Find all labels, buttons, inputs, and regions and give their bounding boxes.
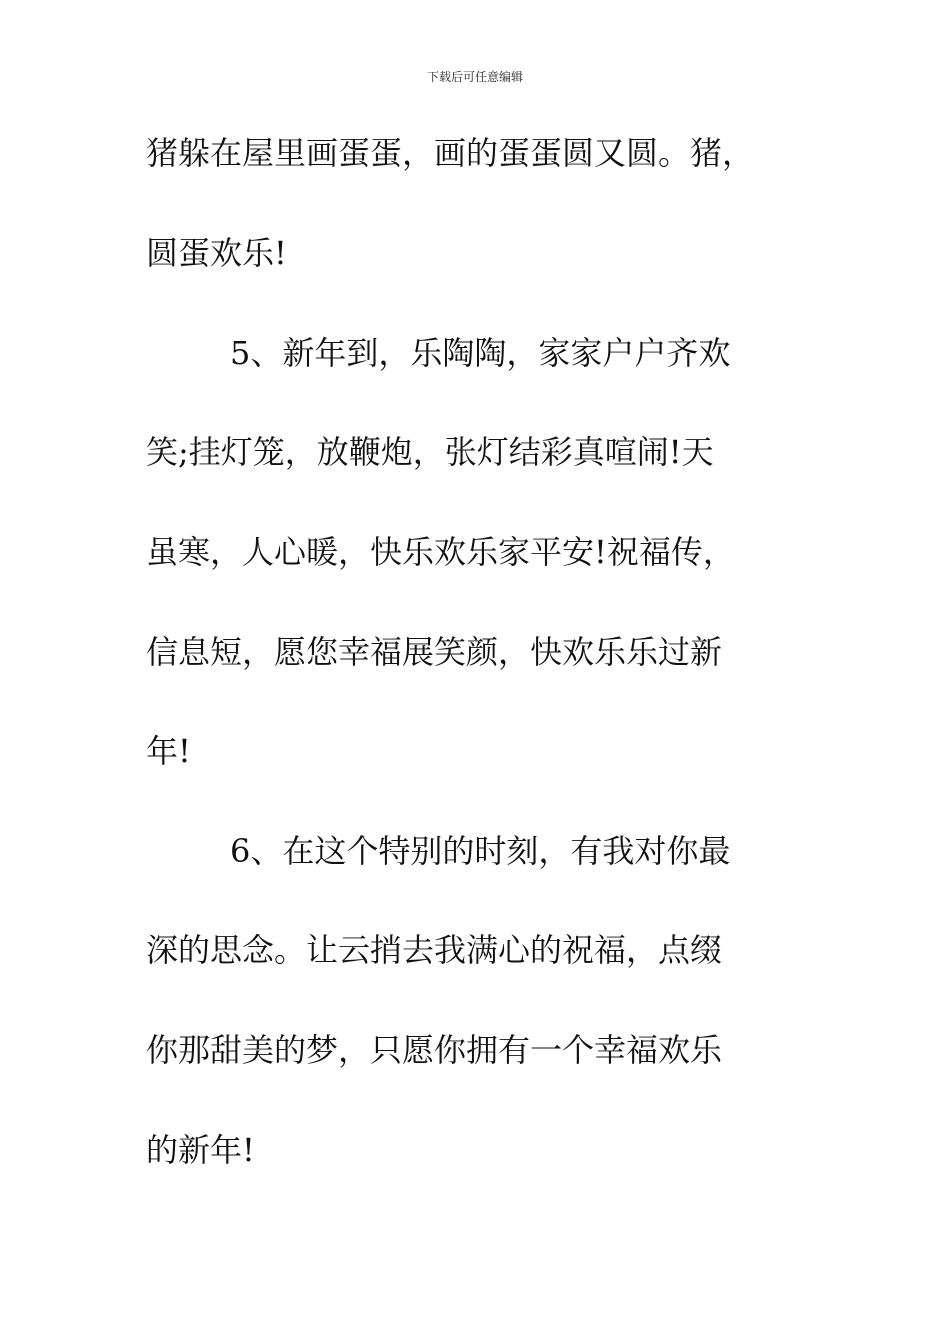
text-line-5: 虽寒，人心暖，快乐欢乐家平安!祝福传， bbox=[146, 533, 735, 571]
text-line-8: 6、在这个特别的时刻，有我对你最 bbox=[230, 832, 731, 870]
text-line-9: 深的思念。让云捎去我满心的祝福，点缀 bbox=[146, 931, 723, 969]
text-line-7: 年! bbox=[146, 732, 191, 770]
text-line-2: 圆蛋欢乐! bbox=[146, 234, 287, 272]
header-note: 下载后可任意编辑 bbox=[426, 70, 523, 84]
text-line-4: 笑;挂灯笼，放鞭炮，张灯结彩真喧闹!天 bbox=[146, 433, 714, 471]
text-line-6: 信息短，愿您幸福展笑颜，快欢乐乐过新 bbox=[146, 633, 723, 671]
text-line-11: 的新年! bbox=[146, 1131, 255, 1169]
text-line-1: 猪躲在屋里画蛋蛋，画的蛋蛋圆又圆。猪， bbox=[146, 134, 755, 172]
text-line-3: 5、新年到，乐陶陶，家家户户齐欢 bbox=[230, 334, 731, 372]
text-line-10: 你那甜美的梦，只愿你拥有一个幸福欢乐 bbox=[146, 1031, 723, 1069]
